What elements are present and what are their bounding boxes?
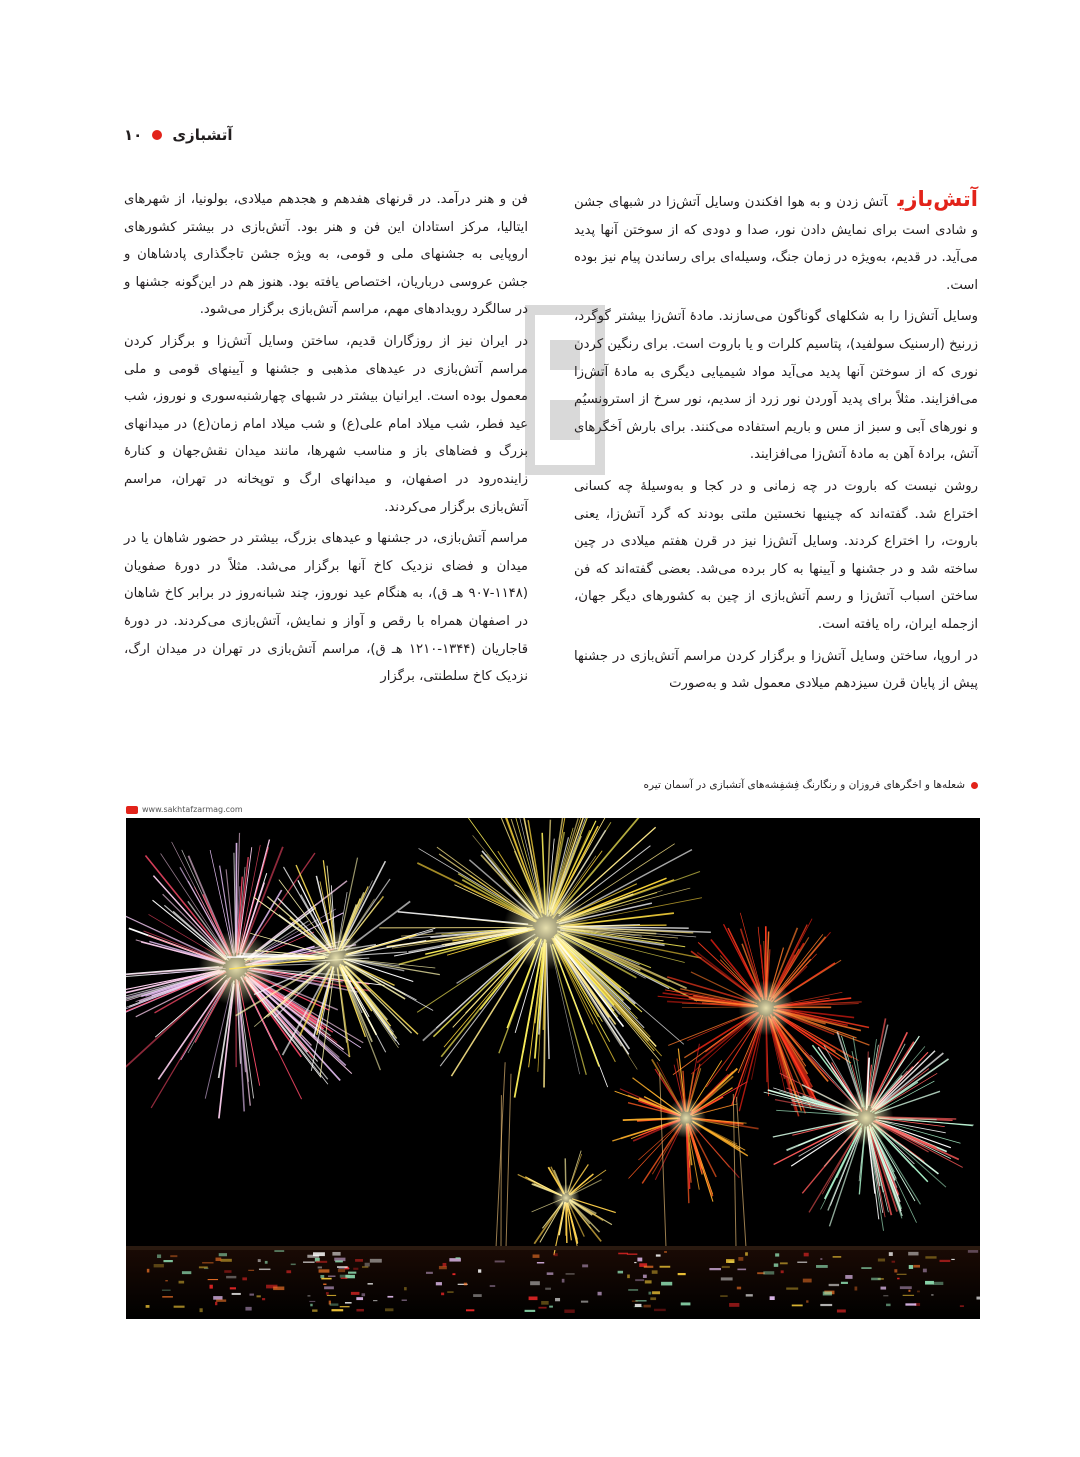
water-reflection [940, 1260, 951, 1262]
water-reflection [473, 1294, 482, 1297]
water-reflection [356, 1309, 363, 1312]
water-reflection [307, 1295, 310, 1296]
water-reflection [262, 1298, 265, 1300]
water-reflection [722, 1266, 730, 1268]
water-reflection [216, 1299, 226, 1301]
credit-text: www.sakhtafzarmag.com [142, 805, 243, 814]
water-reflection [618, 1253, 628, 1255]
entry-title: آتش‌بازی [897, 187, 978, 211]
fireworks-illustration [126, 818, 980, 1319]
page-number: ۱۰ [124, 126, 143, 144]
water-reflection [258, 1259, 261, 1262]
paragraph: روشن نیست که باروت در چه زمانی و در کجا و به‌وسیلهٔ چه کسانی اختراع شد. گفته‌اند که چینیها نخستین ملتی بودند که گرد آتش‌زا، یعنی باروت، را اختراع کردند. وسایل آتش‌زا نیز در قرن هفتم میلادی در چین ساخته شد و در جشنها و آیینها به کار برده می‌شد. بعضی گفته‌اند که فن ساختن اسباب آتش‌زا و رسم آتش‌بازی از چین به کشورهای دیگر جهان، ازجمله ایران، راه یافته است. [574, 478, 978, 632]
paragraph: وسایل آتش‌زا را به شکلهای گوناگون می‌سازند. مادهٔ آتش‌زا بیشتر گوگرد، زرنیخ (ارسنیک سولفید)، پتاسیم کلرات و یا باروت است. برای رنگین کردن نوری که از سوختن آنها پدید می‌آید مواد شیمیایی دیگری به مادهٔ آتش‌زا می‌افزایند. مثلاً برای پدید آوردن نور زرد از سدیم، نور سرخ از استرونسیُم و نورهای آبی و سبز از مس و باریم استفاده می‌کنند. برای بارش اَخگرهای آتش، برادهٔ آهن به مادهٔ آتش‌زا می‌افزایند. [574, 309, 978, 463]
water-reflection [976, 1297, 980, 1300]
water-reflection [368, 1283, 373, 1285]
water-reflection [248, 1270, 254, 1271]
paragraph [574, 186, 978, 299]
water-reflection [179, 1281, 185, 1284]
water-reflection [466, 1309, 474, 1311]
water-reflection [242, 1277, 247, 1280]
burst-glow [309, 931, 364, 986]
water-reflection [319, 1269, 330, 1272]
water-reflection [553, 1253, 557, 1256]
water-reflection [495, 1260, 505, 1262]
water-reflection [537, 1262, 544, 1263]
water-reflection [721, 1277, 733, 1280]
water-reflection [443, 1263, 447, 1267]
water-reflection [478, 1269, 481, 1272]
water-reflection [648, 1292, 651, 1295]
water-reflection [781, 1270, 784, 1273]
water-reflection [861, 1267, 871, 1268]
water-reflection [402, 1300, 407, 1301]
water-reflection [654, 1309, 666, 1311]
water-reflection [291, 1264, 296, 1266]
water-reflection [816, 1265, 828, 1268]
water-reflection [660, 1266, 671, 1268]
water-reflection [581, 1301, 588, 1303]
water-reflection [837, 1309, 846, 1312]
water-reflection [627, 1254, 638, 1255]
water-reflection [726, 1259, 734, 1263]
water-reflection [635, 1279, 644, 1281]
water-reflection [652, 1270, 658, 1273]
water-reflection [530, 1281, 540, 1285]
water-reflection [464, 1283, 467, 1286]
water-reflection [643, 1305, 650, 1308]
water-reflection [525, 1310, 536, 1312]
water-reflection [652, 1291, 660, 1294]
shoreline [126, 1246, 980, 1250]
water-reflection [661, 1282, 672, 1286]
water-reflection [635, 1304, 642, 1307]
water-reflection [775, 1253, 779, 1256]
water-reflection [323, 1284, 326, 1285]
water-reflection [330, 1303, 339, 1305]
water-reflection [529, 1296, 538, 1300]
water-reflection [737, 1269, 746, 1271]
water-reflection [257, 1295, 261, 1297]
water-reflection [341, 1278, 348, 1279]
water-reflection [165, 1280, 168, 1281]
water-reflection [259, 1269, 270, 1270]
article-column-left [124, 186, 528, 691]
water-reflection [162, 1290, 171, 1291]
water-reflection [797, 1262, 807, 1263]
water-reflection [634, 1262, 636, 1263]
water-reflection [321, 1278, 331, 1280]
water-reflection [803, 1279, 812, 1283]
water-reflection [182, 1271, 191, 1274]
fireworks-photo [126, 818, 980, 1319]
water-reflection [332, 1252, 340, 1256]
water-reflection [823, 1292, 832, 1296]
water-surface [126, 1248, 980, 1319]
water-reflection [208, 1279, 218, 1280]
paragraph: مراسم آتش‌بازی، در جشنها و عیدهای بزرگ، بیشتر در حضور شاهان یا در میدان و فضای نزدیک کاخ آنها برگزار می‌شد. مثلاً در دورهٔ صفویان (۱۱۴۸-۹۰۷ هـ ق)، به هنگام عید نوروز، چند شبانه‌روز در برابر کاخ شاهان در اصفهان همراه با رقص و آواز و نمایش، آتش‌بازی می‌کردند. در دورهٔ قاجاریان (۱۳۴۴-۱۲۱۰ هـ ق)، مراسم آتش‌بازی در تهران در میدان ارگ، نزدیک کاخ سلطنتی، برگزار [124, 531, 528, 685]
water-reflection [820, 1258, 822, 1259]
water-reflection [908, 1290, 910, 1292]
water-reflection [230, 1287, 236, 1289]
water-reflection [324, 1286, 334, 1289]
water-reflection [387, 1296, 393, 1298]
water-reflection [441, 1293, 444, 1296]
water-reflection [209, 1285, 212, 1289]
water-reflection [545, 1288, 551, 1290]
water-reflection [555, 1298, 560, 1301]
water-reflection [174, 1306, 185, 1308]
paragraph: در ایران نیز از روزگاران قدیم، ساختن وسایل آتش‌زا و برگزار کردن مراسم آتش‌بازی در عیدهای مذهبی و جشنها و آیینهای قومی و ملی معمول بوده است. ایرانیان بیشتر در شبهای چهارشنبه‌سوری و نوروز، شب عید فطر، شب میلاد امام علی(ع) و شب میلاد امام زمان(ع) در میدانهای بزرگ و فضاهای باز و مناسب شهرها، مانند میدان نقش‌جهان و کنارهٔ زاینده‌رود در اصفهان، و میدانهای ارگ و توپخانه در تهران، مراسم آتش‌بازی برگزار می‌کردند. [124, 333, 528, 515]
bullet-dot-icon [152, 130, 162, 140]
water-reflection [456, 1257, 461, 1259]
water-reflection [841, 1282, 848, 1284]
water-reflection [224, 1270, 231, 1273]
water-reflection [303, 1261, 315, 1262]
water-reflection [538, 1307, 546, 1309]
water-reflection [447, 1292, 453, 1293]
water-reflection [331, 1309, 343, 1311]
water-reflection [310, 1304, 312, 1307]
water-reflection [709, 1268, 721, 1270]
burst-glow [739, 981, 794, 1036]
water-reflection [316, 1261, 327, 1263]
water-reflection [307, 1255, 319, 1258]
water-reflection [326, 1292, 329, 1295]
water-reflection [320, 1275, 324, 1278]
water-reflection [737, 1287, 741, 1290]
water-reflection [770, 1296, 775, 1300]
water-reflection [215, 1302, 217, 1305]
water-reflection [146, 1305, 150, 1308]
water-reflection [878, 1259, 885, 1262]
water-reflection [340, 1306, 350, 1307]
water-reflection [328, 1276, 335, 1277]
water-reflection [635, 1300, 646, 1301]
water-reflection [490, 1285, 495, 1286]
water-reflection [968, 1250, 978, 1253]
water-reflection [903, 1295, 914, 1296]
caption-bullet-icon [971, 782, 978, 789]
article-column-right [574, 186, 978, 698]
water-reflection [327, 1295, 336, 1296]
water-reflection [286, 1270, 291, 1273]
water-reflection [804, 1253, 809, 1257]
water-reflection [894, 1269, 897, 1272]
water-reflection [265, 1261, 268, 1264]
paragraph: در اروپا، ساختن وسایل آتش‌زا و برگزار کردن مراسم آتش‌بازی در جشنها پیش از پایان قرن سیزدهم میلادی معمول شد و به‌صورت [574, 648, 978, 692]
water-reflection [806, 1300, 808, 1302]
water-reflection [356, 1297, 363, 1300]
photo-credit [126, 805, 243, 814]
burst-glow [504, 886, 589, 971]
water-reflection [871, 1278, 881, 1281]
water-reflection [909, 1265, 913, 1269]
water-reflection [163, 1260, 172, 1262]
water-reflection [786, 1287, 798, 1289]
water-reflection [644, 1266, 654, 1268]
water-reflection [845, 1275, 852, 1279]
water-reflection [900, 1286, 912, 1289]
water-reflection [643, 1275, 647, 1278]
water-reflection [763, 1271, 774, 1274]
water-reflection [951, 1259, 954, 1260]
water-reflection [886, 1304, 891, 1307]
paragraph-text: آتش زدن و به هوا افکندن وسایل آتش‌زا در شبهای جشن و شادی است برای نمایش دادن نور، صدا و دودی که از سوختن آنها پدید می‌آید. در قدیم، به‌ویژه در زمان جنگ، وسیله‌ای برای رساندن پیام نیز بوده است. [574, 195, 978, 293]
water-reflection [582, 1264, 588, 1267]
water-reflection [162, 1296, 173, 1297]
water-reflection [923, 1269, 927, 1273]
water-reflection [216, 1258, 222, 1261]
water-reflection [883, 1295, 888, 1296]
water-reflection [897, 1278, 899, 1280]
water-reflection [618, 1271, 623, 1274]
water-reflection [219, 1253, 227, 1256]
water-reflection [345, 1302, 352, 1303]
water-reflection [566, 1273, 575, 1274]
water-reflection [147, 1269, 150, 1273]
paragraph: فن و هنر درآمد. در قرنهای هفدهم و هجدهم میلادی، بولونیا، از شهرهای ایتالیا، مرکز استادان این فن و هنر بود. آتش‌بازی در بیشتر کشورهای اروپایی به جشنهای ملی و قومی، به ویژه جشن تاجگذاری پادشاهان و جشن عروسی درباریان، اختصاص یافته بود. هنوز هم در این‌گونه جشنها و در سالگرد رویدادهای مهم، مراسم آتش‌بازی برگزار می‌شود. [124, 192, 528, 318]
burst-glow [666, 1098, 706, 1138]
water-reflection [729, 1303, 739, 1307]
water-reflection [820, 1304, 832, 1306]
water-reflection [348, 1272, 356, 1274]
water-reflection [892, 1261, 895, 1263]
water-reflection [855, 1287, 858, 1291]
water-reflection [637, 1258, 642, 1262]
water-reflection [274, 1250, 284, 1251]
water-reflection [780, 1262, 788, 1264]
water-reflection [925, 1281, 934, 1285]
water-reflection [746, 1294, 753, 1296]
water-reflection [385, 1308, 393, 1311]
water-reflection [628, 1289, 638, 1291]
water-reflection [365, 1263, 370, 1267]
water-reflection [533, 1254, 540, 1257]
caption-text: شعله‌ها و اخگرهای فروزان و رنگارنگ فِشفِشه‌های آتشبازی در آسمان تیره [643, 779, 965, 791]
water-reflection [452, 1273, 455, 1275]
camera-icon [126, 806, 138, 814]
water-reflection [931, 1294, 933, 1295]
water-reflection [934, 1282, 944, 1285]
burst-glow [552, 1184, 580, 1212]
water-reflection [362, 1293, 366, 1296]
water-reflection [664, 1251, 667, 1252]
water-reflection [202, 1262, 213, 1264]
water-reflection [925, 1256, 936, 1258]
water-reflection [213, 1296, 222, 1300]
water-reflection [681, 1302, 691, 1305]
water-reflection [678, 1273, 686, 1275]
water-reflection [249, 1294, 254, 1296]
water-reflection [200, 1308, 203, 1312]
water-reflection [908, 1252, 918, 1256]
water-reflection [309, 1301, 315, 1302]
water-reflection [426, 1272, 433, 1274]
water-reflection [656, 1254, 661, 1256]
water-reflection [792, 1305, 803, 1307]
water-reflection [738, 1257, 743, 1261]
water-reflection [335, 1260, 343, 1262]
water-reflection [549, 1306, 553, 1308]
water-reflection [598, 1292, 602, 1296]
water-reflection [562, 1279, 565, 1283]
water-reflection [436, 1282, 442, 1285]
water-reflection [351, 1292, 360, 1295]
water-reflection [917, 1291, 920, 1293]
water-reflection [645, 1280, 652, 1283]
water-reflection [273, 1287, 284, 1291]
water-reflection [541, 1301, 548, 1305]
water-reflection [226, 1276, 236, 1278]
water-reflection [889, 1252, 893, 1256]
water-reflection [154, 1264, 164, 1267]
water-reflection [404, 1287, 407, 1290]
water-reflection [905, 1303, 916, 1305]
water-reflection [337, 1266, 348, 1268]
figure-caption [560, 779, 978, 791]
water-reflection [720, 1296, 727, 1297]
water-reflection [199, 1266, 208, 1268]
water-reflection [774, 1263, 778, 1266]
water-reflection [833, 1256, 842, 1257]
burst-glow [839, 1091, 894, 1146]
water-reflection [340, 1275, 350, 1278]
water-reflection [960, 1305, 964, 1306]
water-reflection [157, 1254, 161, 1258]
water-reflection [318, 1266, 322, 1268]
water-reflection [232, 1293, 241, 1295]
water-reflection [338, 1269, 345, 1272]
water-reflection [370, 1259, 382, 1263]
water-reflection [373, 1300, 377, 1301]
running-title: آتشبازی [172, 126, 233, 144]
water-reflection [312, 1309, 317, 1311]
water-reflection [170, 1255, 177, 1257]
water-reflection [355, 1259, 363, 1262]
water-reflection [627, 1275, 630, 1279]
water-reflection [564, 1309, 574, 1312]
water-reflection [353, 1268, 358, 1270]
water-reflection [245, 1307, 251, 1311]
water-reflection [897, 1274, 907, 1275]
water-reflection [221, 1259, 232, 1262]
water-reflection [745, 1252, 748, 1255]
water-reflection [829, 1284, 839, 1286]
running-head [124, 123, 233, 147]
water-reflection [881, 1287, 887, 1290]
water-reflection [650, 1297, 656, 1300]
water-reflection [547, 1272, 554, 1275]
water-reflection [913, 1265, 920, 1268]
